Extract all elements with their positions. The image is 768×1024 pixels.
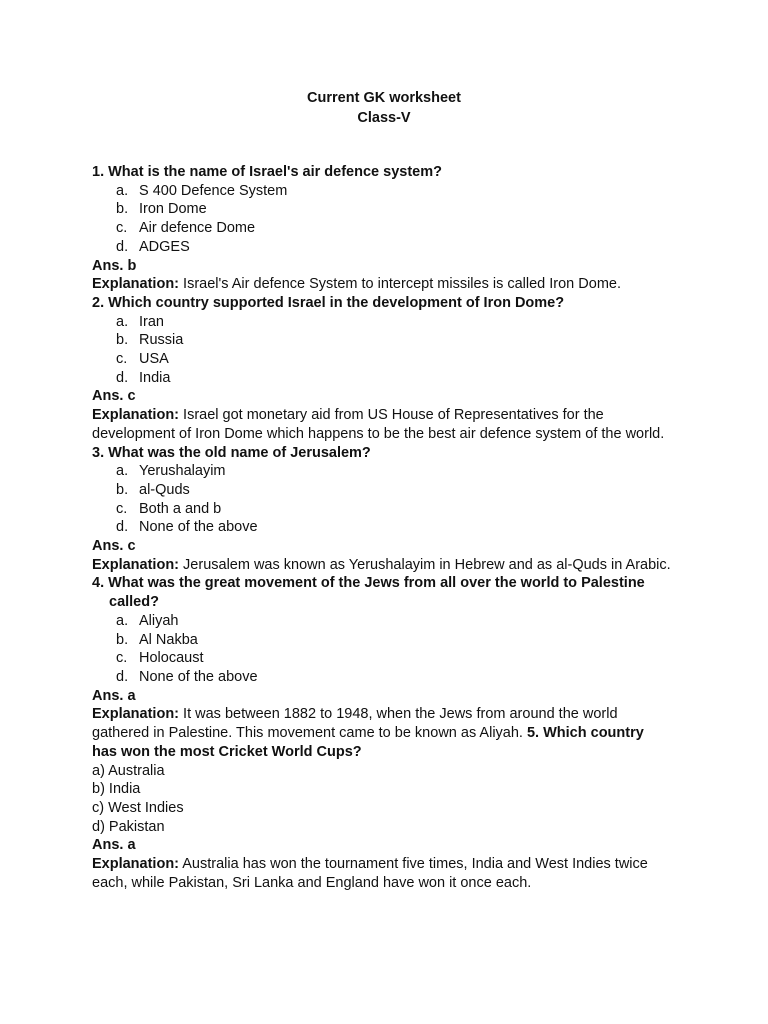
explanation-label: Explanation: — [92, 556, 180, 573]
option-letter: a. — [116, 612, 129, 629]
question-4: 4. What was the great movement of the Jews from all over the world to Palestine called? — [92, 575, 645, 611]
option-item — [92, 313, 672, 332]
explanation-label: Explanation: — [92, 856, 180, 873]
explanation-text: Australia has won the tournament five times, India and West Indies twice each, while Pakistan, Sri Lanka and England have won it once each. — [92, 856, 648, 891]
option-item — [92, 369, 672, 388]
option-item — [92, 649, 672, 668]
option-text: S 400 Defence System — [139, 182, 288, 199]
option-item — [92, 462, 672, 481]
option-text: Yerushalayim — [139, 463, 226, 480]
question-1-options — [92, 182, 672, 257]
option-item — [92, 182, 672, 201]
worksheet-body — [92, 163, 672, 892]
option-letter: b. — [116, 332, 129, 349]
option-letter: c. — [116, 500, 128, 517]
option-text: Air defence Dome — [139, 220, 256, 237]
option-item — [92, 238, 672, 257]
explanation-label: Explanation: — [92, 407, 180, 424]
option-item — [92, 518, 672, 537]
option-letter: c. — [116, 220, 128, 237]
explanation-1 — [92, 275, 672, 294]
page-subtitle: Class-V — [357, 110, 411, 126]
option-letter: a. — [116, 463, 129, 480]
option-text: India — [139, 369, 171, 386]
question-1: 1. What is the name of Israel's air defence system? — [92, 164, 442, 180]
option-item — [92, 612, 672, 631]
option-text: al-Quds — [139, 481, 190, 498]
option-item: d) Pakistan — [92, 818, 165, 835]
option-text: None of the above — [139, 519, 258, 536]
option-item: c) West Indies — [92, 799, 184, 816]
option-letter: d. — [116, 519, 129, 536]
option-item — [92, 331, 672, 350]
option-letter: a. — [116, 313, 129, 330]
question-3-options — [92, 462, 672, 537]
option-letter: d. — [116, 668, 129, 685]
option-item — [92, 481, 672, 500]
option-text: Both a and b — [139, 500, 222, 517]
question-2-options — [92, 313, 672, 388]
option-item — [92, 668, 672, 687]
answer-5: Ans. a — [92, 837, 136, 854]
option-letter: b. — [116, 481, 129, 498]
explanation-text: It was between 1882 to 1948, when the Jews from around the world gathered in Palestine. This movement came to be known as Aliyah. — [92, 706, 618, 742]
option-text: USA — [139, 351, 169, 368]
explanation-text: Israel got monetary aid from US House of Representatives for the development of Iron Dome which happens to be the best air defence system of the world. — [92, 407, 665, 442]
option-letter: b. — [116, 631, 129, 648]
question-5: 5. Which country has won the most Cricket World Cups? — [92, 725, 644, 760]
explanation-5 — [92, 855, 672, 892]
option-text: ADGES — [139, 238, 190, 255]
explanation-2 — [92, 406, 672, 443]
option-letter: c. — [116, 351, 128, 368]
option-text: None of the above — [139, 668, 258, 685]
option-text: Al Nakba — [139, 631, 198, 648]
option-letter: c. — [116, 650, 128, 667]
question-2: 2. Which country supported Israel in the development of Iron Dome? — [92, 294, 565, 311]
option-text: Holocaust — [139, 650, 204, 667]
answer-1: Ans. b — [92, 257, 137, 274]
option-item — [92, 219, 672, 238]
option-letter: d. — [116, 238, 129, 255]
explanation-3 — [92, 556, 672, 575]
option-item — [92, 200, 672, 219]
option-letter: b. — [116, 201, 129, 218]
page-title: Current GK worksheet — [307, 90, 461, 106]
option-letter: a. — [116, 182, 129, 199]
explanation-text: Jerusalem was known as Yerushalayim in Hebrew and as al-Quds in Arabic. — [183, 556, 671, 573]
option-text: Iran — [139, 313, 164, 330]
option-text: Iron Dome — [139, 201, 207, 218]
answer-2: Ans. c — [92, 388, 136, 405]
option-item — [92, 500, 672, 519]
option-letter: d. — [116, 369, 129, 386]
explanation-text: Israel's Air defence System to intercept missiles is called Iron Dome. — [183, 276, 621, 293]
question-4-options — [92, 612, 672, 687]
option-item: a) Australia — [92, 762, 165, 779]
option-item — [92, 350, 672, 369]
option-text: Aliyah — [139, 612, 179, 629]
question-3: 3. What was the old name of Jerusalem? — [92, 444, 371, 461]
answer-3: Ans. c — [92, 538, 136, 555]
answer-4: Ans. a — [92, 687, 136, 704]
option-item: b) India — [92, 781, 141, 798]
explanation-4 — [92, 705, 672, 761]
explanation-label: Explanation: — [92, 706, 180, 723]
explanation-label: Explanation: — [92, 276, 180, 293]
option-item — [92, 631, 672, 650]
option-text: Russia — [139, 332, 184, 349]
